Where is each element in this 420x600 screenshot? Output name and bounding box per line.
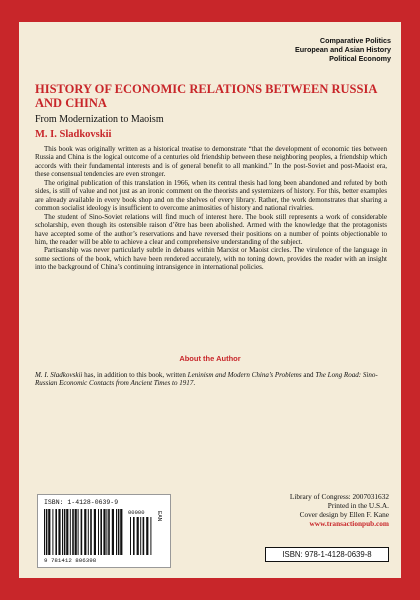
barcode-bar xyxy=(112,509,114,555)
about-author-text xyxy=(35,371,387,388)
barcode-digits: 9 781412 806398 xyxy=(44,557,97,564)
barcode-bar xyxy=(75,509,77,555)
barcode-bar xyxy=(103,509,105,555)
barcode-bar xyxy=(72,509,74,555)
book-subtitle: From Modernization to Maoism xyxy=(35,114,164,125)
book-author: M. I. Sladkovskii xyxy=(35,129,112,140)
barcode-bar xyxy=(133,517,135,555)
barcode-bar xyxy=(150,517,151,555)
barcode-isbn-label: ISBN: 1-4128-0639-9 xyxy=(44,499,119,506)
about-text-fragment: and xyxy=(301,371,316,379)
description-paragraph: The original publication of this translation in 1966, when its central thesis had long been abandoned and refuted by both sides, is still of value and not just as an ironic comment on the theorists and systemizers of history. For this, better examples are already available in every book shop and on the shelves of every library. Rather, the work demonstrates that sharing a common socialist ideology is insufficient to overcome animosities of history and national rivalries. xyxy=(35,178,387,213)
about-text-fragment: has, in addition to this book, written xyxy=(82,371,188,379)
publisher-website-link[interactable]: www.transactionpub.com xyxy=(309,519,389,528)
about-text-fragment: . xyxy=(193,379,196,388)
barcode-bar xyxy=(48,509,50,555)
subject-categories xyxy=(295,36,391,63)
barcode-supplement-digits: 00000 xyxy=(128,509,145,516)
description-paragraph: The student of Sino-Soviet relations will find much of interest here. The book still represents a work of considerable scholarship, even though its ostensible raison d’être has been abolished. Armed with the knowledge that the protagonists have accepted some of the author’s reservations and have reversed their positions on a number of points objectionable to him, the reader will be able to achieve a clear and comprehensive understanding of the subject. xyxy=(35,212,387,246)
barcode-bar xyxy=(84,509,86,555)
barcode-bar xyxy=(140,517,141,555)
back-cover-panel xyxy=(19,22,401,578)
publisher-info xyxy=(290,492,389,528)
isbn-13-box: ISBN: 978-1-4128-0639-8 xyxy=(265,547,389,562)
barcode-bar xyxy=(58,509,60,555)
book-reference: The Long Road: Sino-Russian Economic Contacts from Ancient Times to 1917 xyxy=(35,371,378,388)
barcode-bar xyxy=(88,509,89,555)
description-paragraph: This book was originally written as a historical treatise to demonstrate “that the development of economic ties between Russia and China is the logical outcome of a centuries old friendship between these neighboring peoples, a friendship which accords with their fundamental interests and is of general benefit to all mankind.” In the post-Soviet and post-Maoist era, these consensual tendencies are even stronger. xyxy=(35,145,387,179)
printed-in: Printed in the U.S.A. xyxy=(327,501,389,510)
barcode-bar xyxy=(130,517,131,555)
subject-line: Political Economy xyxy=(329,54,391,63)
barcode-bar xyxy=(118,509,120,555)
barcode-bar xyxy=(81,509,83,555)
barcode-bars xyxy=(44,509,126,555)
description xyxy=(35,145,387,272)
barcode-bar xyxy=(70,509,71,555)
barcode-ean-label: EAN xyxy=(156,511,162,522)
barcode-supplement-bars xyxy=(130,517,154,555)
book-reference: Leninism and Modern China’s Problems xyxy=(187,371,302,379)
barcode-bar xyxy=(98,509,99,555)
barcode-bar xyxy=(143,517,145,555)
barcode-bar xyxy=(146,517,148,555)
author-name: M. I. Sladkovskii xyxy=(35,371,83,379)
barcode-bar xyxy=(78,509,79,555)
barcode-bar xyxy=(55,509,57,555)
library-of-congress: Library of Congress: 2007031632 xyxy=(289,492,389,501)
barcode-bar xyxy=(64,509,66,555)
barcode-bar xyxy=(106,509,107,555)
barcode-bar xyxy=(90,509,92,555)
about-author-heading: About the Author xyxy=(179,354,241,363)
barcode xyxy=(37,494,171,568)
barcode-bar xyxy=(120,509,122,555)
barcode-bar xyxy=(100,509,102,555)
book-title: HISTORY OF ECONOMIC RELATIONS BETWEEN RUSSIA AND CHINA xyxy=(35,82,377,110)
description-paragraph: Partisanship was never particularly subtle in debates within Marxist or Maoist circles. The virulence of the language in some sections of the book, which have been rendered accurately, with no toning down, provides the reader with an insight into the background of China’s continuing intransigence in international policies. xyxy=(35,246,387,272)
barcode-bar xyxy=(62,509,63,555)
subject-line: European and Asian History xyxy=(295,45,391,54)
subject-line: Comparative Politics xyxy=(319,36,391,45)
barcode-bar xyxy=(94,509,96,555)
cover-design-credit: Cover design by Ellen F. Kane xyxy=(299,510,389,519)
barcode-bar xyxy=(46,509,48,555)
barcode-bar xyxy=(108,509,110,555)
barcode-bar xyxy=(66,509,68,555)
barcode-bar xyxy=(116,509,117,555)
barcode-bar xyxy=(137,517,139,555)
barcode-bar xyxy=(44,509,45,555)
barcode-bar xyxy=(52,509,53,555)
